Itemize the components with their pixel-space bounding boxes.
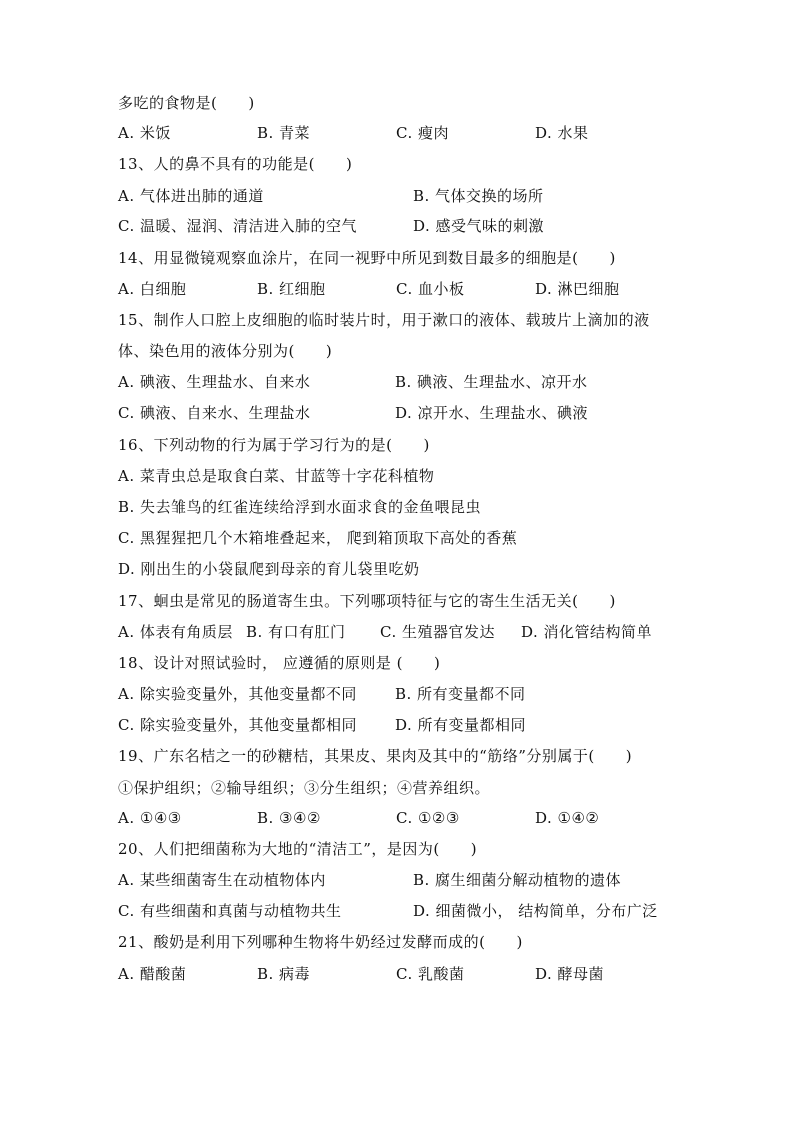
option-b: B. 腐生细菌分解动植物的遗体	[413, 871, 622, 889]
option-b: B. ③④②	[257, 809, 321, 827]
option-b: D. 感受气味的刺激	[413, 217, 545, 235]
option-b: B. 碘液、生理盐水、凉开水	[395, 373, 588, 391]
option-a: A. 米饭	[118, 124, 171, 142]
option-a: C. 碘液、自来水、生理盐水	[118, 404, 311, 422]
option-c: C. 血小板	[396, 280, 465, 298]
option-a: A. 碘液、生理盐水、自来水	[118, 373, 311, 391]
option-c: C. 生殖器官发达	[380, 623, 495, 641]
option-d: D. 消化管结构简单	[521, 623, 653, 641]
question-stem: 14、用显微镜观察血涂片，在同一视野中所见到数目最多的细胞是( )	[118, 249, 616, 267]
option-a: A. 醋酸菌	[118, 965, 187, 983]
option-a: A. 除实验变量外，其他变量都不同	[118, 685, 357, 703]
option-b: D. 凉开水、生理盐水、碘液	[395, 404, 589, 422]
option-b: B. 红细胞	[257, 280, 326, 298]
question-stem: 21、酸奶是利用下列哪种生物将牛奶经过发酵而成的( )	[118, 933, 523, 951]
question-stem: 19、广东名桔之一的砂糖桔，其果皮、果肉及其中的“筋络”分别属于( )	[118, 747, 633, 765]
option-b: B. 有口有肛门	[246, 623, 346, 641]
text-line: B. 失去雏鸟的红雀连续给浮到水面求食的金鱼喂昆虫	[118, 498, 482, 516]
text-line: 体、染色用的液体分别为( )	[118, 342, 333, 360]
text-line: A. 菜青虫总是取食白菜、甘蓝等十字花科植物	[118, 467, 435, 485]
option-b: D. 细菌微小， 结构简单，分布广泛	[413, 902, 658, 920]
option-a: C. 除实验变量外，其他变量都相同	[118, 716, 357, 734]
option-a: A. 某些细菌寄生在动植物体内	[118, 871, 326, 889]
option-a: C. 温暖、湿润、清洁进入肺的空气	[118, 217, 357, 235]
question-stem: 17、蛔虫是常见的肠道寄生虫。下列哪项特征与它的寄生生活无关( )	[118, 592, 616, 610]
option-a: A. 气体进出肺的通道	[118, 187, 264, 205]
option-d: D. ①④②	[535, 809, 600, 827]
option-d: D. 淋巴细胞	[535, 280, 620, 298]
option-d: D. 水果	[535, 124, 589, 142]
option-c: C. 乳酸菌	[396, 965, 465, 983]
option-d: D. 酵母菌	[535, 965, 605, 983]
option-c: C. ①②③	[396, 809, 460, 827]
option-b: D. 所有变量都相同	[395, 716, 527, 734]
question-stem: 18、设计对照试验时， 应遵循的原则是 ( )	[118, 654, 441, 672]
question-stem: 15、制作人口腔上皮细胞的临时装片时，用于漱口的液体、载玻片上滴加的液	[118, 311, 650, 329]
option-a: A. 白细胞	[118, 280, 187, 298]
option-a: C. 有些细菌和真菌与动植物共生	[118, 902, 342, 920]
option-a: A. ①④③	[118, 809, 182, 827]
option-b: B. 青菜	[257, 124, 311, 142]
text-line: ①保护组织；②输导组织；③分生组织；④营养组织。	[118, 779, 491, 797]
question-stem: 20、人们把细菌称为大地的“清洁工”，是因为( )	[118, 840, 478, 858]
option-b: B. 气体交换的场所	[413, 187, 544, 205]
option-b: B. 病毒	[257, 965, 311, 983]
question-stem: 16、下列动物的行为属于学习行为的是( )	[118, 436, 430, 454]
option-b: B. 所有变量都不同	[395, 685, 526, 703]
option-c: C. 瘦肉	[396, 124, 449, 142]
question-stem: 13、人的鼻不具有的功能是( )	[118, 155, 353, 173]
option-a: A. 体表有角质层	[118, 623, 233, 641]
text-line: 多吃的食物是( )	[118, 94, 255, 112]
text-line: D. 刚出生的小袋鼠爬到母亲的育儿袋里吃奶	[118, 560, 420, 578]
text-line: C. 黑猩猩把几个木箱堆叠起来， 爬到箱顶取下高处的香蕉	[118, 529, 518, 547]
